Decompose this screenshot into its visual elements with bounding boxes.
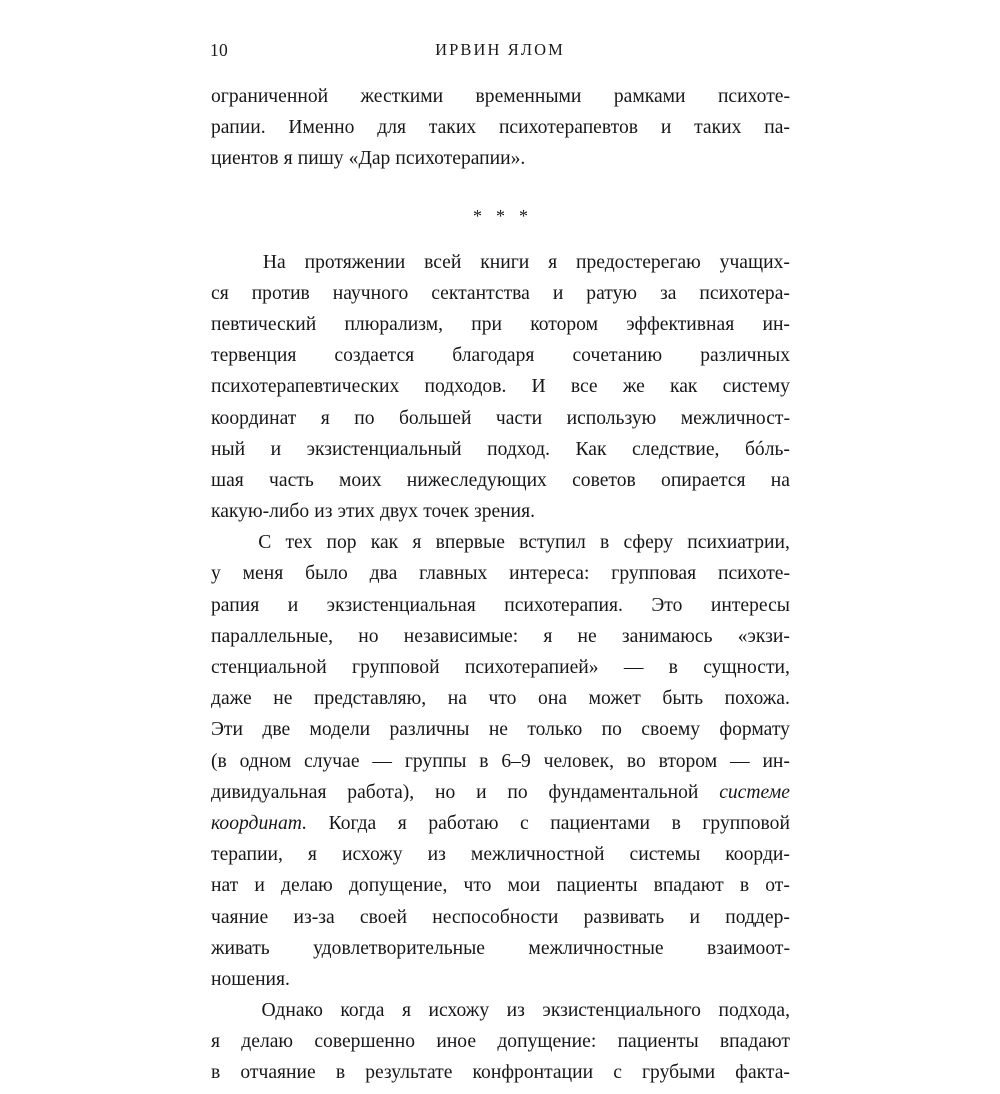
text-word: мои	[507, 875, 541, 897]
text-word: человек,	[543, 750, 614, 772]
text-line	[211, 148, 790, 179]
text-word: я	[211, 1031, 221, 1053]
text-word: как	[669, 376, 698, 398]
text-word: групповой	[352, 657, 440, 678]
text-word: пишу	[297, 148, 344, 170]
text-word: какую-либо	[211, 501, 310, 523]
text-word: от-	[765, 875, 790, 897]
text-word: сущности,	[703, 657, 790, 678]
text-word: я	[283, 148, 293, 170]
text-line	[211, 626, 790, 657]
text-word: тех	[285, 532, 313, 554]
text-word: часть	[269, 469, 314, 491]
text-word: певтический	[211, 313, 317, 335]
text-word: я	[412, 532, 422, 554]
text-word: —	[729, 750, 750, 772]
text-word: я	[320, 407, 330, 429]
text-word: большей	[398, 407, 472, 429]
text-word: —	[372, 750, 392, 772]
text-word: взаимоот-	[706, 937, 790, 959]
text-word: Это	[651, 594, 683, 616]
text-word: работаю	[428, 812, 499, 834]
text-word: бóль-	[744, 438, 790, 460]
text-word: две	[262, 719, 291, 741]
page-number: 10	[210, 40, 229, 60]
text-word: впервые	[435, 532, 505, 554]
text-word: главных	[419, 563, 488, 585]
text-word: в	[335, 1062, 346, 1084]
text-word: в	[479, 750, 489, 772]
text-word: (в	[211, 750, 227, 772]
text-word: группы	[404, 750, 467, 772]
text-word: ограниченной	[211, 86, 329, 107]
text-word: же	[622, 376, 645, 398]
text-word: втором	[658, 750, 718, 772]
paragraph	[211, 532, 790, 1000]
text-word: вступил	[519, 532, 586, 554]
text-word: и	[552, 282, 564, 304]
text-word: интереса:	[509, 563, 590, 585]
text-word: следствие,	[631, 438, 720, 460]
text-word: одном	[239, 750, 292, 772]
text-line	[211, 595, 790, 626]
text-word: работа),	[347, 781, 415, 803]
text-line	[211, 345, 790, 376]
text-word: было	[305, 563, 348, 585]
text-word: психиатрии,	[687, 532, 790, 554]
text-word: я	[401, 1000, 411, 1022]
text-word: рапии.	[211, 117, 266, 139]
paragraph-flow	[211, 86, 790, 1094]
text-line	[211, 1062, 790, 1093]
text-line	[211, 657, 790, 688]
text-word: я	[397, 812, 407, 834]
text-line	[211, 782, 790, 813]
text-word: учащих-	[719, 251, 790, 273]
text-word: психоте-	[717, 563, 790, 585]
asterisk-separator-glyphs: ***	[473, 205, 542, 226]
text-word: временными	[475, 86, 582, 107]
text-word: подхода,	[718, 1000, 790, 1022]
text-line	[211, 376, 790, 407]
text-word: всей	[424, 251, 462, 273]
text-word: исхожу	[428, 1000, 490, 1022]
text-word: как	[370, 532, 399, 554]
text-word: межличност-	[680, 407, 790, 429]
text-word: терапии,	[211, 844, 283, 866]
text-word: межличностные	[528, 937, 664, 959]
text-word: ратую	[586, 282, 638, 304]
text-word: стенциальной	[211, 657, 327, 678]
text-word: точек	[423, 501, 469, 523]
text-word: различны	[389, 719, 470, 741]
paragraph	[211, 1000, 790, 1094]
text-word: межличностной	[470, 844, 605, 866]
text-word: меня	[242, 563, 284, 585]
text-word: представляю,	[313, 688, 427, 710]
text-word: нат	[211, 875, 239, 897]
text-line	[211, 314, 790, 345]
text-line	[211, 563, 790, 594]
paragraph	[211, 86, 790, 180]
text-word: но	[358, 625, 379, 647]
text-line	[211, 252, 790, 283]
text-word: из	[506, 1000, 525, 1022]
text-word: психотерапией»	[464, 657, 599, 678]
text-word: грубыми	[642, 1062, 716, 1084]
text-word: научного	[332, 282, 409, 304]
text-word: в	[671, 812, 681, 834]
text-word: шая	[211, 469, 244, 491]
text-line	[211, 117, 790, 148]
text-word: Когда	[328, 812, 377, 834]
running-head	[210, 38, 790, 62]
text-word: «Дар	[348, 148, 391, 170]
text-word: экзистенциальный	[306, 438, 462, 460]
text-word: на	[770, 469, 790, 491]
text-word: системе	[719, 781, 790, 803]
text-word: координат.	[211, 812, 308, 834]
text-word: по	[354, 407, 375, 429]
text-word: координат	[211, 407, 297, 429]
text-word: групповой	[702, 812, 790, 834]
text-word: психотерапевтических	[211, 376, 400, 398]
text-line	[211, 969, 790, 1000]
text-word: отчаяние	[240, 1062, 316, 1084]
text-word: делаю	[281, 875, 333, 897]
text-word: в	[668, 657, 678, 678]
text-word: фундаментальной	[548, 781, 699, 803]
text-line	[211, 688, 790, 719]
text-word: жесткими	[360, 86, 444, 107]
text-word: я	[543, 625, 553, 647]
text-word: удовлетворительные	[313, 937, 486, 959]
text-line	[211, 751, 790, 782]
text-word: живать	[211, 937, 270, 959]
text-word: пор	[326, 532, 357, 554]
text-word: рапия	[211, 594, 260, 616]
text-word: и	[660, 117, 672, 139]
text-word: ный	[211, 438, 246, 460]
text-word: таких	[694, 117, 742, 139]
text-word: пациентами	[550, 812, 651, 834]
text-word: и	[287, 594, 299, 616]
text-word: все	[570, 376, 598, 398]
text-word: формату	[719, 719, 790, 741]
text-word: сферу	[623, 532, 674, 554]
text-line	[211, 283, 790, 314]
text-word: экзистенциального	[542, 1000, 701, 1022]
text-word: На	[262, 251, 286, 273]
text-word: двух	[379, 501, 419, 523]
text-word: что	[463, 875, 492, 897]
text-word: делаю	[241, 1031, 294, 1053]
text-line	[211, 938, 790, 969]
text-word: «экзи-	[737, 625, 790, 647]
text-word: с	[520, 812, 529, 834]
running-head-title: ИРВИН ЯЛОМ	[435, 40, 565, 59]
text-word: из-за	[293, 906, 335, 928]
text-word: системы	[629, 844, 701, 866]
text-line	[211, 470, 790, 501]
text-line	[211, 907, 790, 938]
text-word: я	[307, 844, 317, 866]
text-word: плюрализм,	[344, 313, 444, 335]
text-word: для	[377, 117, 406, 139]
text-word: —	[623, 657, 644, 678]
text-word: в	[211, 1062, 221, 1084]
text-word: своей	[359, 906, 407, 928]
body-text-block	[211, 86, 790, 1094]
text-line	[211, 532, 790, 563]
text-word: пациенты	[556, 875, 638, 897]
text-word: я	[548, 251, 558, 273]
text-word: систему	[722, 376, 790, 398]
text-word: с	[613, 1062, 622, 1084]
text-word: развивать	[583, 906, 665, 928]
text-line	[211, 813, 790, 844]
text-line	[211, 439, 790, 470]
text-word: благодаря	[452, 345, 535, 367]
text-word: не	[273, 688, 293, 710]
text-word: может	[588, 688, 641, 710]
text-word: опирается	[661, 469, 746, 491]
text-line	[211, 875, 790, 906]
text-word: ношения.	[211, 968, 290, 990]
text-word: но	[435, 781, 456, 803]
text-word: психотерапии».	[395, 148, 526, 170]
text-word: чаяние	[211, 906, 269, 928]
text-line	[211, 408, 790, 439]
text-line	[211, 86, 790, 117]
text-word: сочетанию	[572, 345, 663, 367]
text-word: против	[251, 282, 310, 304]
text-word: конфронтации	[472, 1062, 594, 1084]
text-word: психотерапия.	[504, 594, 623, 616]
text-word: психоте-	[717, 86, 790, 107]
text-word: при	[471, 313, 503, 335]
paragraph	[211, 252, 790, 533]
text-word: рамками	[613, 86, 686, 107]
text-word: этих	[337, 501, 375, 523]
text-word: на	[447, 688, 467, 710]
text-word: по	[507, 781, 528, 803]
text-word: Однако	[261, 1000, 323, 1022]
text-word: не	[577, 625, 597, 647]
text-word: С	[258, 532, 272, 554]
text-word: по	[601, 719, 622, 741]
text-word: интересы	[710, 594, 790, 616]
text-word: допущение:	[497, 1031, 597, 1053]
text-word: дивидуальная	[211, 781, 327, 803]
text-word: групповая	[611, 563, 697, 585]
text-word: допущение,	[348, 875, 448, 897]
text-word: Эти	[211, 719, 243, 741]
text-word: не	[488, 719, 508, 741]
text-word: психотера-	[699, 282, 790, 304]
text-word: исхожу	[341, 844, 403, 866]
text-word: впадают	[653, 875, 724, 897]
text-word: циентов	[211, 148, 279, 170]
text-word: занимаюсь	[621, 625, 713, 647]
text-word: что	[488, 688, 517, 710]
text-word: даже	[211, 688, 252, 710]
text-word: создается	[334, 345, 415, 367]
text-word: и	[270, 438, 282, 460]
text-word: па-	[764, 117, 790, 139]
text-word: у	[211, 563, 221, 585]
text-word: в	[599, 532, 610, 554]
text-word: модели	[309, 719, 371, 741]
text-word: части	[495, 407, 543, 429]
text-word: 6–9	[501, 750, 531, 772]
text-word: совершенно	[314, 1031, 416, 1053]
text-word: использую	[566, 407, 657, 429]
text-word: Именно	[288, 117, 355, 139]
text-word: когда	[340, 1000, 385, 1022]
text-word: и	[689, 906, 700, 928]
text-word: тервенция	[211, 345, 297, 367]
text-word: моих	[339, 469, 382, 491]
text-word: быть	[662, 688, 704, 710]
text-word: только	[527, 719, 583, 741]
text-word: параллельные,	[211, 625, 334, 647]
text-word: два	[369, 563, 398, 585]
text-line	[211, 844, 790, 875]
text-word: психотерапевтов	[498, 117, 638, 139]
text-word: предостерегаю	[575, 251, 701, 273]
text-word: иное	[436, 1031, 477, 1053]
text-word: факта-	[735, 1062, 790, 1084]
text-word: И	[531, 376, 546, 398]
text-word: коорди-	[725, 844, 790, 866]
text-word: она	[538, 688, 568, 710]
text-line	[211, 501, 790, 532]
text-word: из	[427, 844, 446, 866]
text-word: нижеследующих	[406, 469, 547, 491]
text-word: независимые:	[403, 625, 519, 647]
text-word: экзистенциальная	[326, 594, 476, 616]
text-word: сектантства	[431, 282, 530, 304]
text-word: из	[314, 501, 333, 523]
text-word: протяжении	[304, 251, 406, 273]
text-word: своему	[641, 719, 701, 741]
text-word: впадают	[719, 1031, 790, 1053]
text-word: зрения.	[473, 501, 536, 523]
text-word: ин-	[762, 313, 790, 335]
text-word: случае	[304, 750, 360, 772]
text-word: результате	[365, 1062, 453, 1084]
text-word: эффективная	[626, 313, 735, 335]
text-line	[211, 1031, 790, 1062]
text-word: котором	[530, 313, 599, 335]
text-word: таких	[428, 117, 477, 139]
text-word: и	[254, 875, 265, 897]
text-word: поддер-	[725, 906, 790, 928]
text-word: подход.	[487, 438, 550, 460]
text-word: в	[739, 875, 750, 897]
text-word: за	[660, 282, 677, 304]
text-line	[211, 1000, 790, 1031]
text-word: ин-	[762, 750, 790, 772]
text-word: ся	[211, 282, 229, 304]
text-word: похожа.	[724, 688, 790, 710]
section-separator	[211, 180, 790, 252]
text-word: и	[476, 781, 487, 803]
text-line	[211, 719, 790, 750]
text-word: различных	[700, 345, 790, 367]
text-word: Как	[575, 438, 607, 460]
text-word: советов	[572, 469, 636, 491]
text-word: пациенты	[617, 1031, 699, 1053]
text-word: во	[626, 750, 646, 772]
text-word: подходов.	[424, 376, 507, 398]
text-word: книги	[480, 251, 530, 273]
text-word: неспособности	[432, 906, 559, 928]
